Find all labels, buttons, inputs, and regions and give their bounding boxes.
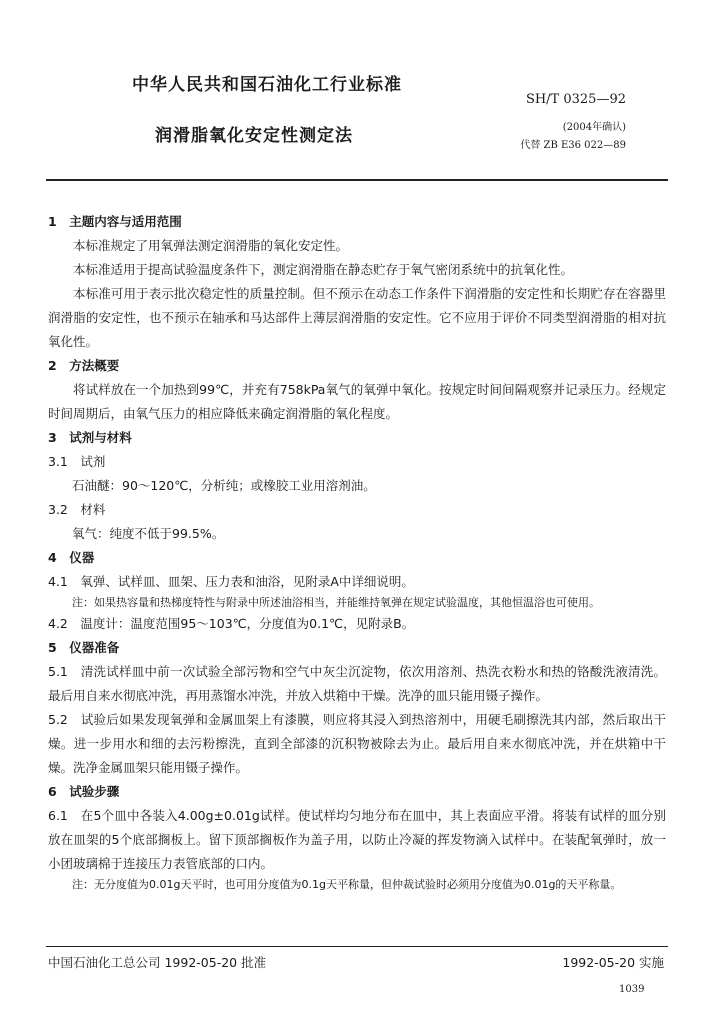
standard-code: SH/T 0325—92	[525, 92, 626, 107]
replaces-note: 代替 ZB E36 022—89	[520, 140, 626, 151]
paragraph: 石油醚：90～120℃，分析纯；或橡胶工业用溶剂油。	[72, 478, 376, 493]
paragraph: 本标准可用于表示批次稳定性的质量控制。但不预示在动态工作条件下润滑脂的安定性和长期贮存在容器里润滑脂的安定性，也不预示在轴承和马达部件上薄层润滑脂的安定性。它不应用于评价不同类型润滑脂的相对抗氧化性。	[48, 286, 666, 349]
paragraph: 本标准规定了用氧弹法测定润滑脂的氧化安定性。	[73, 238, 349, 253]
approval-line: 中国石油化工总公司 1992-05-20 批准	[48, 955, 267, 970]
subsection-title: 3.2 材料	[48, 502, 106, 517]
section-heading: 3 试剂与材料	[48, 430, 132, 445]
paragraph: 氧气：纯度不低于99.5%。	[72, 526, 225, 541]
footer-divider	[46, 946, 668, 947]
subsection-title: 3.1 试剂	[48, 454, 106, 469]
subsection-text: 4.2 温度计：温度范围95～103℃，分度值为0.1℃，见附录B。	[48, 616, 415, 631]
document-body	[48, 210, 666, 894]
subsection-text: 6.1 在5个皿中各装入4.00g±0.01g试样。使试样均匀地分布在皿中，其上表面应平滑。将装有试样的皿分别放在皿架的5个底部搁板上。留下顶部搁板作为盖子用，以防止冷凝的挥发物滴入试样中。在装配氧弹时，放一小团玻璃棉于连接压力表管底部的口内。	[48, 808, 666, 871]
page-number: 1039	[619, 984, 645, 995]
paragraph: 将试样放在一个加热到99℃，并充有758kPa氧气的氧弹中氧化。按规定时间间隔观察并记录压力。经规定时间周期后，由氧气压力的相应降低来确定润滑脂的氧化程度。	[48, 382, 666, 421]
section-3	[48, 426, 666, 546]
section-heading: 4 仪器	[48, 550, 95, 565]
issuing-organization: 中华人民共和国石油化工行业标准	[132, 75, 402, 95]
document-title: 润滑脂氧化安定性测定法	[155, 126, 353, 146]
effective-date-line: 1992-05-20 实施	[562, 955, 664, 970]
confirmation-note: (2004年确认)	[562, 122, 626, 133]
section-2	[48, 354, 666, 426]
section-heading: 6 试验步骤	[48, 784, 120, 799]
section-heading: 5 仪器准备	[48, 640, 120, 655]
subsection-text: 5.2 试验后如果发现氧弹和金属皿架上有漆膜，则应将其浸入到热溶剂中，用硬毛刷擦洗其内部，然后取出干燥。进一步用水和细的去污粉擦洗，直到全部漆的沉积物被除去为止。最后用自来水彻底冲洗，并在烘箱中干燥。洗净金属皿架只能用镊子操作。	[48, 712, 666, 775]
subsection-text: 5.1 清洗试样皿中前一次试验全部污物和空气中灰尘沉淀物，依次用溶剂、热洗衣粉水和热的铬酸洗液清洗。最后用自来水彻底冲洗，再用蒸馏水冲洗，并放入烘箱中干燥。洗净的皿只能用镊子操作。	[48, 664, 666, 703]
section-heading: 2 方法概要	[48, 358, 120, 373]
section-1	[48, 210, 666, 354]
note-text: 注：如果热容量和热梯度特性与附录中所述油浴相当，并能维持氧弹在规定试验温度，其他恒温浴也可使用。	[72, 596, 600, 609]
section-heading: 1 主题内容与适用范围	[48, 214, 182, 229]
section-4	[48, 546, 666, 636]
section-5	[48, 636, 666, 780]
subsection-text: 4.1 氧弹、试样皿、皿架、压力表和油浴，见附录A中详细说明。	[48, 574, 414, 589]
note-text: 注：无分度值为0.01g天平时，也可用分度值为0.1g天平称量，但仲裁试验时必须用分度值为0.01g的天平称量。	[72, 878, 622, 891]
section-6	[48, 780, 666, 894]
header-divider	[46, 179, 668, 181]
paragraph: 本标准适用于提高试验温度条件下，测定润滑脂在静态贮存于氧气密闭系统中的抗氧化性。	[73, 262, 574, 277]
